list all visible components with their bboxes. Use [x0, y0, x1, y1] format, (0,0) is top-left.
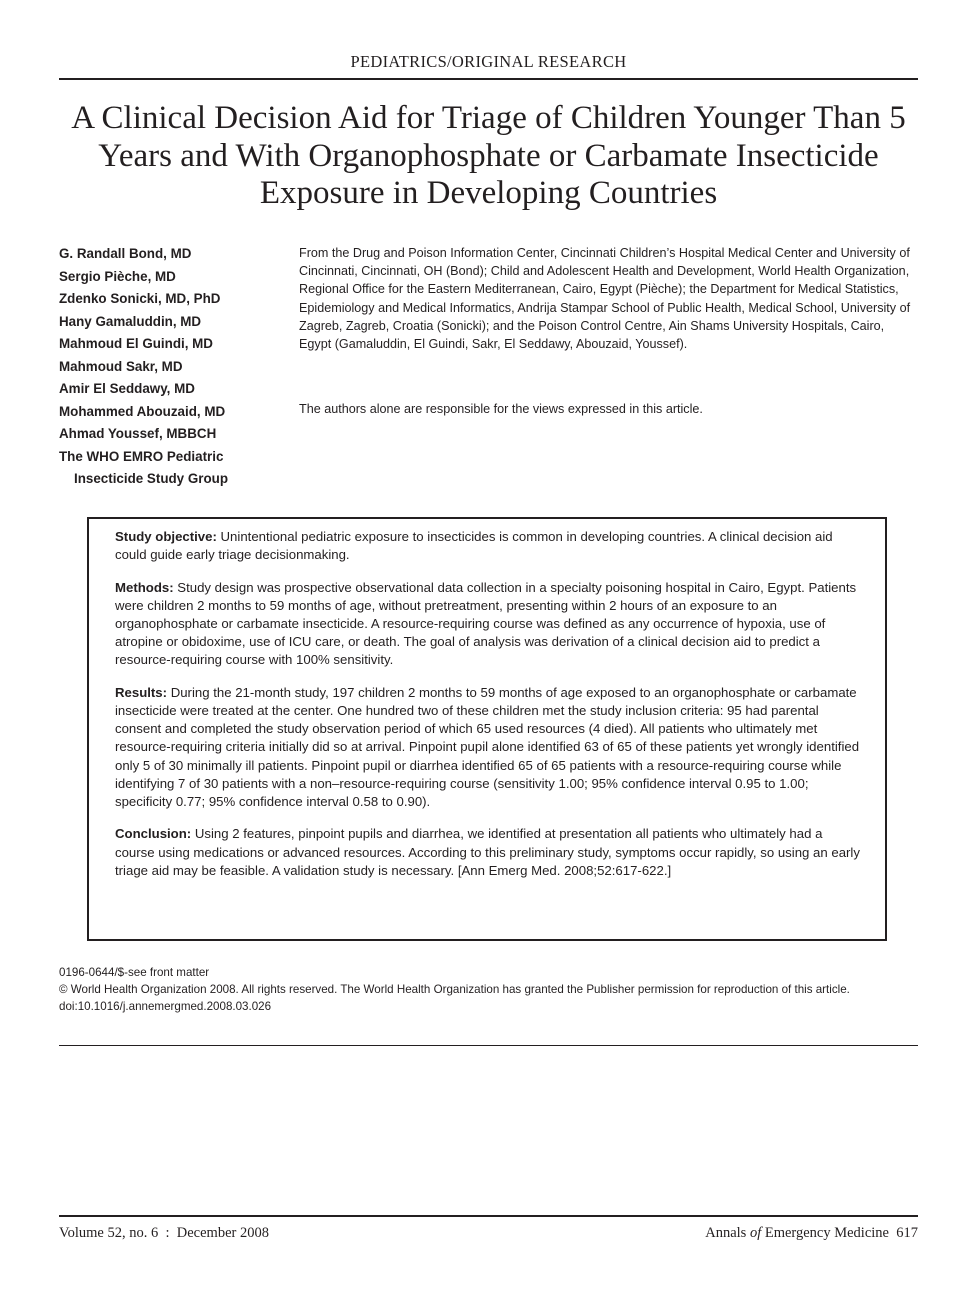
author: Mahmoud Sakr, MD — [59, 358, 183, 374]
footnote-rule — [59, 1045, 918, 1046]
author: Mahmoud El Guindi, MD — [59, 336, 213, 351]
issue-date: December 2008 — [176, 1225, 269, 1241]
journal-footer — [705, 1225, 918, 1242]
author: Insecticide Study Group — [74, 471, 229, 486]
methods-label: Methods: — [115, 579, 174, 595]
abstract-conclusion — [115, 825, 861, 880]
methods-text: Study design was prospective observational data collection in a specialty poisoning hospital in Cairo, Egypt. Patients were children 2 months to 59 months of age, without pretreatment, presenting within 2 hours of an exposure to an organophosphate or carbamate insecticide. A resource-requiring course was defined as any occurrence of hypoxia, use of atropine or obidoxime, use of ICU care, or death. The goal of analysis was derivation of a clinical decision aid to predict a resource-requiring course with 100% sensitivity. — [115, 579, 857, 668]
copyright-note: © World Health Organization 2008. All rights reserved. The World Health Organization has granted the Publisher permission for reproduction of this article. — [59, 982, 850, 996]
author: Zdenko Sonicki, MD, PhD — [59, 291, 221, 306]
footer-rule — [59, 1215, 918, 1217]
header-rule — [59, 78, 918, 80]
conclusion-text: Using 2 features, pinpoint pupils and diarrhea, we identified at presentation all patients who ultimately had a course using medications or advanced resources. According to this preliminary study, symptoms occur rapidly, so using an early triage aid may be feasible. A validation study is necessary. [Ann Emerg Med. 2008;52:617-622.] — [115, 826, 860, 878]
article-title: A Clinical Decision Aid for Triage of Children Younger Than 5 Years and With Organophosphate or Carbamate Insecticide Exposure in Developing Countries — [71, 100, 906, 211]
results-text: During the 21-month study, 197 children 2 months to 59 months of age exposed to an organophosphate or carbamate insecticide were treated at the center. One hundred two of these children met the study inclusion criteria: 95 had parental consent and completed the study observation period of which 65 used resources (4 died). All patients who ultimately met resource-requiring criteria initially did so at arrival. Pinpoint pupil alone identified 63 of 65 of these patients yet wrongly identified only 5 of 30 minimally ill patients. Pinpoint pupil or diarrhea identified 65 of 65 patients with a resource-requiring course while identifying 7 of 30 patients with a non–resource-requiring course (sensitivity 1.00; 95% confidence interval 0.95 to 1.00; specificity 0.77; 95% confidence interval 0.58 to 0.90). — [115, 684, 860, 810]
affiliations: From the Drug and Poison Information Center, Cincinnati Children’s Hospital Medical Center and University of Cincinnati, Cincinnati, OH (Bond); Child and Adolescent Health and Development, World Health Organization, Regional Office for the Eastern Mediterranean, Cairo, Egypt (Pièche); the Department for Medical Statistics, Epidemiology and Medical Informatics, Andrija Stampar School of Public Health, Medical School, University of Zagreb, Zagreb, Croatia (Sonicki); and the Poison Control Centre, Ain Shams University Hospitals, Cairo, Egypt (Gamaluddin, El Guindi, Sakr, El Seddawy, Abouzaid, Youssef). — [299, 246, 911, 352]
objective-label: Study objective: — [115, 529, 217, 544]
author: Ahmad Youssef, MBBCH — [59, 426, 217, 441]
author: Sergio Pièche, MD — [59, 268, 176, 284]
volume-number: Volume 52, no. 6 — [59, 1225, 159, 1241]
issue-info — [59, 1225, 269, 1242]
results-label: Results: — [115, 684, 168, 700]
page-number: 617 — [896, 1225, 918, 1241]
author: Hany Gamaluddin, MD — [59, 313, 202, 329]
abstract-objective — [115, 528, 861, 564]
abstract-methods — [115, 579, 861, 670]
journal-name-pre: Annals — [705, 1225, 747, 1241]
conclusion-label: Conclusion: — [115, 826, 192, 842]
author-list — [59, 243, 269, 491]
footnotes — [59, 965, 918, 1015]
author: G. Randall Bond, MD — [59, 246, 192, 261]
abstract-results — [115, 684, 861, 811]
footer-separator: : — [165, 1225, 170, 1241]
abstract-box — [87, 517, 887, 941]
doi-link[interactable]: doi:10.1016/j.annemergmed.2008.03.026 — [59, 999, 272, 1013]
front-matter-note: 0196-0644/$-see front matter — [59, 966, 210, 979]
journal-name-post: Emergency Medicine — [764, 1225, 889, 1241]
author: Mohammed Abouzaid, MD — [59, 403, 226, 419]
author: The WHO EMRO Pediatric — [59, 448, 224, 464]
journal-name-of: of — [749, 1225, 762, 1241]
author: Amir El Seddawy, MD — [59, 381, 195, 396]
running-head: PEDIATRICS/ORIGINAL RESEARCH — [350, 52, 627, 71]
objective-text: Unintentional pediatric exposure to insecticides is common in developing countries. A clinical decision aid could guide early triage decisionmaking. — [115, 529, 833, 563]
disclaimer: The authors alone are responsible for the views expressed in this article. — [299, 402, 703, 416]
